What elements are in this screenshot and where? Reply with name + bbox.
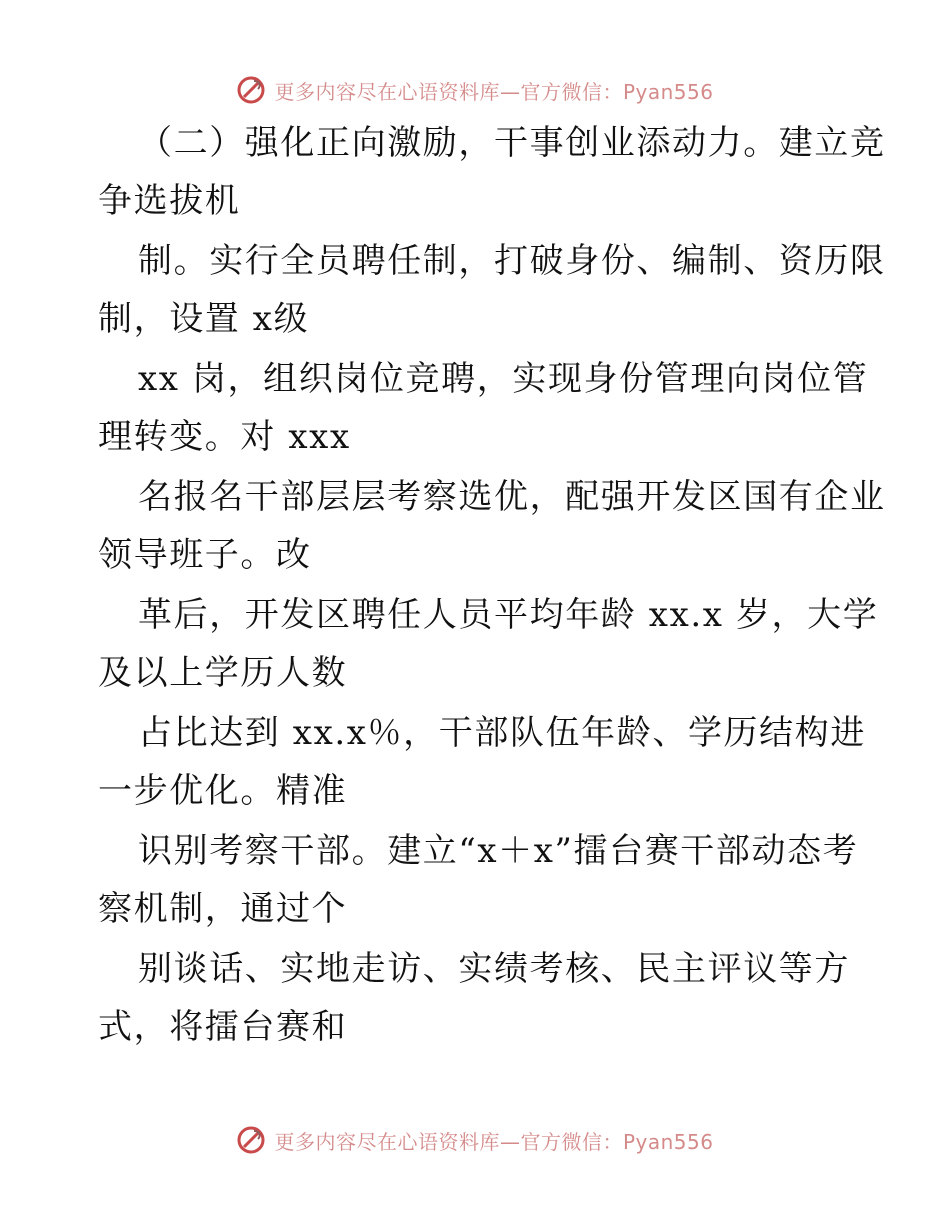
text-line-4	[0, 294, 950, 344]
text-line-11	[0, 708, 950, 758]
line-text: 理转变。对 xxx	[98, 417, 351, 457]
line-text: 式，将擂台赛和	[98, 1007, 348, 1047]
header-watermark	[0, 70, 950, 110]
text-line-15	[0, 944, 950, 994]
line-text: 制。实行全员聘任制，打破身份、编制、资历限	[138, 241, 886, 281]
text-line-9	[0, 590, 950, 640]
line-text: 制，设置 x级	[98, 299, 310, 339]
text-line-8	[0, 530, 950, 580]
text-line-2	[0, 176, 950, 226]
text-line-13	[0, 826, 950, 876]
line-text: 领导班子。改	[98, 535, 312, 575]
text-line-1	[0, 118, 950, 168]
quill-logo-icon	[236, 75, 266, 105]
text-line-3	[0, 236, 950, 286]
text-line-7	[0, 472, 950, 522]
text-line-16	[0, 1002, 950, 1052]
line-text: 革后，开发区聘任人员平均年龄 xx.x 岁，大学	[138, 595, 879, 635]
line-text: 察机制，通过个	[98, 889, 348, 929]
text-line-6	[0, 412, 950, 462]
line-text: 及以上学历人数	[98, 653, 348, 693]
line-text: 识别考察干部。建立“x＋x”擂台赛干部动态考	[138, 831, 859, 871]
text-line-12	[0, 766, 950, 816]
watermark-text: 更多内容尽在心语资料库—官方微信：Pyan556	[274, 1129, 714, 1154]
line-text: 名报名干部层层考察选优，配强开发区国有企业	[138, 477, 886, 517]
quill-logo-icon	[236, 1125, 266, 1155]
footer-watermark	[0, 1120, 950, 1160]
line-text: 占比达到 xx.x％，干部队伍年龄、学历结构进	[138, 713, 866, 753]
line-text: （二）强化正向激励，干事创业添动力。建立竞	[138, 123, 886, 163]
line-text: 别谈话、实地走访、实绩考核、民主评议等方	[138, 949, 850, 989]
watermark-text: 更多内容尽在心语资料库—官方微信：Pyan556	[274, 79, 714, 104]
line-text: 争选拔机	[98, 181, 241, 221]
text-line-5	[0, 354, 950, 404]
text-line-10	[0, 648, 950, 698]
line-text: 一步优化。精准	[98, 771, 348, 811]
text-line-14	[0, 884, 950, 934]
line-text: xx 岗，组织岗位竞聘，实现身份管理向岗位管	[138, 359, 869, 399]
